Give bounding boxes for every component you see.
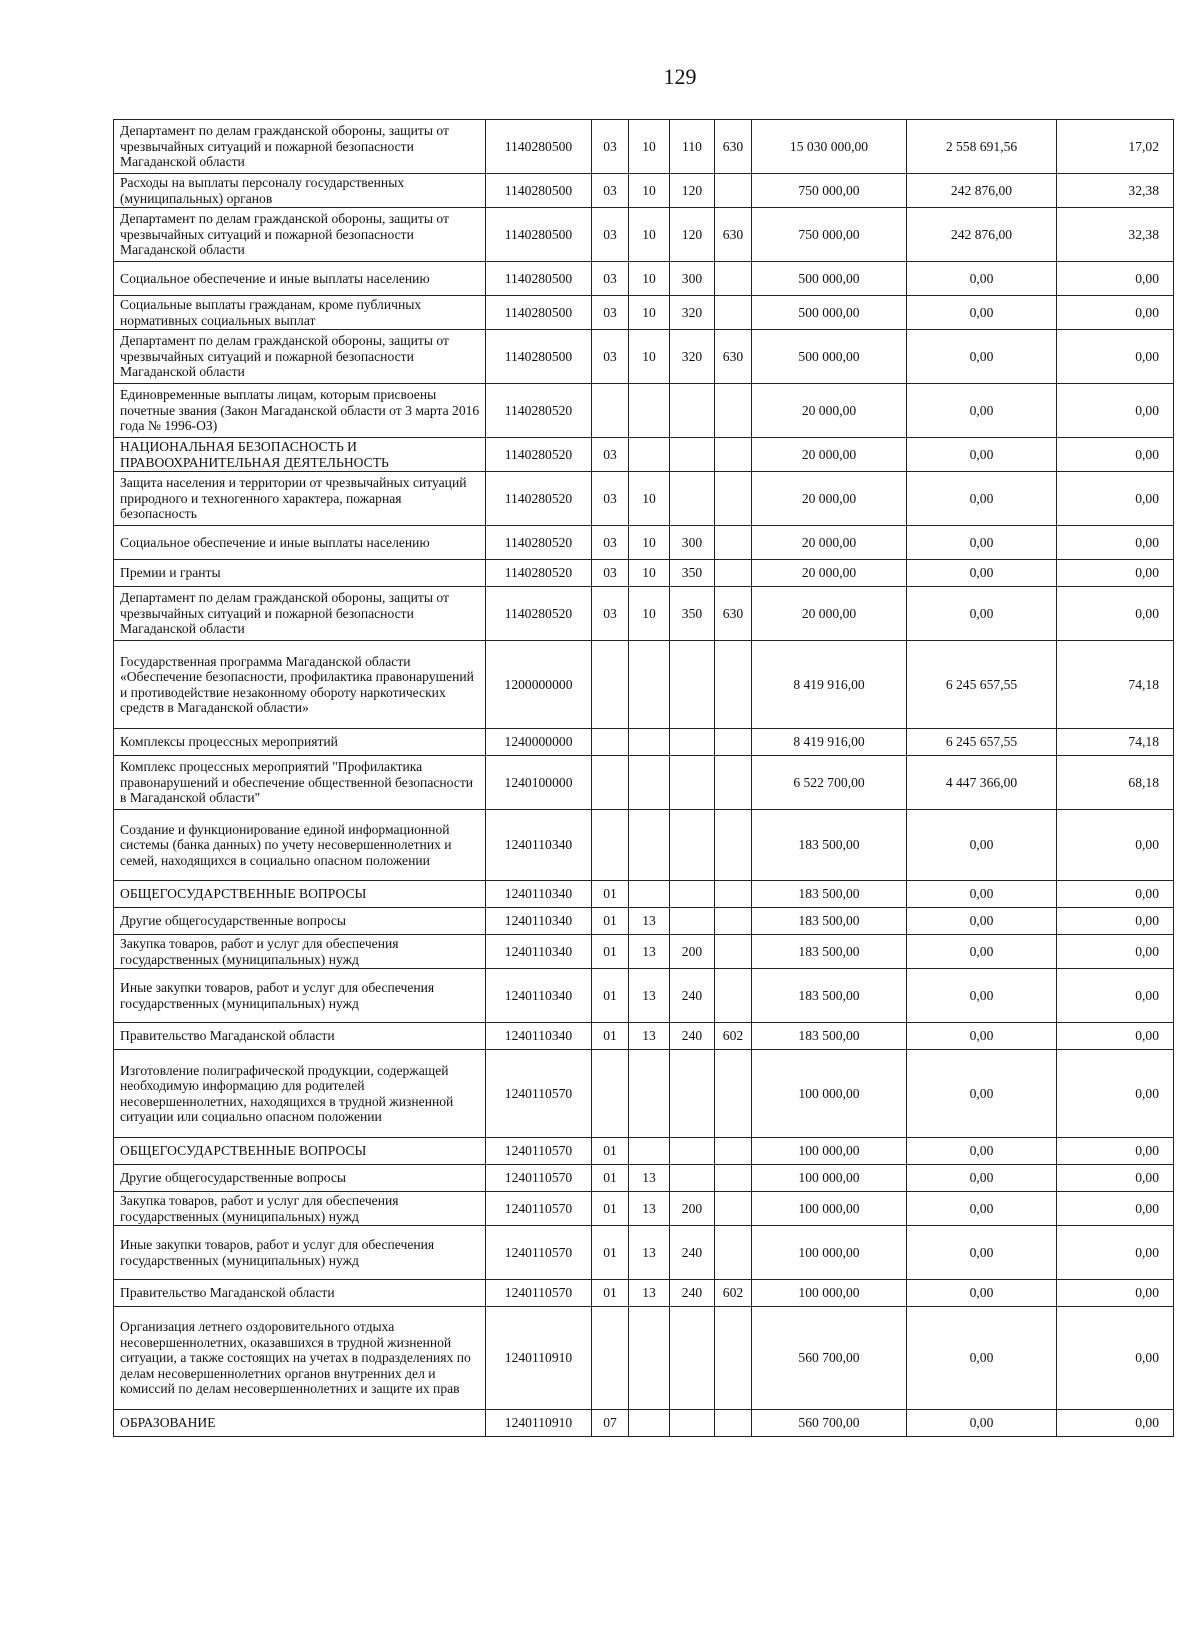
row-target-code: 1240110340 (486, 935, 592, 969)
row-expense-type (670, 810, 715, 881)
row-expense-type: 200 (670, 935, 715, 969)
table-row (114, 969, 1174, 1023)
row-target-code: 1140280500 (486, 262, 592, 296)
row-expense-type (670, 641, 715, 729)
row-subsection (629, 881, 670, 908)
row-administrator (715, 296, 752, 330)
row-subsection (629, 1307, 670, 1410)
row-executed: 0,00 (907, 472, 1057, 526)
row-executed: 0,00 (907, 908, 1057, 935)
row-executed: 4 447 366,00 (907, 756, 1057, 810)
row-planned: 500 000,00 (752, 262, 907, 296)
row-target-code: 1140280500 (486, 296, 592, 330)
row-name: Защита населения и территории от чрезвычайных ситуаций природного и техногенного характера, пожарная безопасность (114, 472, 486, 526)
row-expense-type: 110 (670, 120, 715, 174)
row-name: НАЦИОНАЛЬНАЯ БЕЗОПАСНОСТЬ И ПРАВООХРАНИТЕЛЬНАЯ ДЕЯТЕЛЬНОСТЬ (114, 438, 486, 472)
row-section: 01 (592, 881, 629, 908)
row-percent: 0,00 (1057, 438, 1174, 472)
row-expense-type: 300 (670, 262, 715, 296)
row-section (592, 756, 629, 810)
row-section: 03 (592, 526, 629, 560)
row-planned: 100 000,00 (752, 1138, 907, 1165)
row-subsection: 10 (629, 262, 670, 296)
row-percent: 0,00 (1057, 1410, 1174, 1437)
table-row (114, 438, 1174, 472)
row-percent: 0,00 (1057, 810, 1174, 881)
page-number: 129 (663, 64, 697, 89)
row-expense-type (670, 881, 715, 908)
table-row (114, 641, 1174, 729)
row-target-code: 1140280520 (486, 438, 592, 472)
row-executed: 0,00 (907, 330, 1057, 384)
row-administrator (715, 262, 752, 296)
row-subsection (629, 810, 670, 881)
row-administrator: 630 (715, 120, 752, 174)
row-target-code: 1240110910 (486, 1410, 592, 1437)
row-name: Закупка товаров, работ и услуг для обеспечения государственных (муниципальных) нужд (114, 935, 486, 969)
row-administrator (715, 438, 752, 472)
row-subsection: 13 (629, 908, 670, 935)
row-administrator (715, 810, 752, 881)
row-subsection (629, 1410, 670, 1437)
row-name: Другие общегосударственные вопросы (114, 1165, 486, 1192)
row-subsection: 13 (629, 1192, 670, 1226)
row-expense-type: 350 (670, 560, 715, 587)
budget-table (113, 119, 1174, 1437)
row-section: 01 (592, 1226, 629, 1280)
table-row (114, 174, 1174, 208)
row-expense-type: 320 (670, 330, 715, 384)
row-percent: 0,00 (1057, 969, 1174, 1023)
row-name: Правительство Магаданской области (114, 1023, 486, 1050)
row-percent: 0,00 (1057, 1165, 1174, 1192)
table-row (114, 729, 1174, 756)
row-target-code: 1240100000 (486, 756, 592, 810)
row-subsection: 13 (629, 1226, 670, 1280)
row-name: ОБЩЕГОСУДАРСТВЕННЫЕ ВОПРОСЫ (114, 1138, 486, 1165)
row-percent: 0,00 (1057, 296, 1174, 330)
row-section: 03 (592, 174, 629, 208)
row-planned: 100 000,00 (752, 1226, 907, 1280)
table-row (114, 330, 1174, 384)
row-name: Социальное обеспечение и иные выплаты населению (114, 262, 486, 296)
row-percent: 74,18 (1057, 729, 1174, 756)
row-percent: 68,18 (1057, 756, 1174, 810)
row-percent: 0,00 (1057, 1138, 1174, 1165)
row-subsection: 13 (629, 969, 670, 1023)
row-section (592, 810, 629, 881)
row-administrator (715, 756, 752, 810)
row-percent: 0,00 (1057, 560, 1174, 587)
row-name: Иные закупки товаров, работ и услуг для обеспечения государственных (муниципальных) нужд (114, 1226, 486, 1280)
row-administrator (715, 1138, 752, 1165)
row-expense-type (670, 1138, 715, 1165)
row-planned: 750 000,00 (752, 174, 907, 208)
row-planned: 183 500,00 (752, 810, 907, 881)
row-executed: 0,00 (907, 438, 1057, 472)
row-planned: 183 500,00 (752, 935, 907, 969)
row-expense-type (670, 756, 715, 810)
row-subsection: 10 (629, 208, 670, 262)
table-row (114, 384, 1174, 438)
row-expense-type (670, 384, 715, 438)
row-executed: 0,00 (907, 1410, 1057, 1437)
row-name: Расходы на выплаты персоналу государственных (муниципальных) органов (114, 174, 486, 208)
row-executed: 0,00 (907, 262, 1057, 296)
row-planned: 183 500,00 (752, 1023, 907, 1050)
row-administrator (715, 472, 752, 526)
row-name: Департамент по делам гражданской обороны, защиты от чрезвычайных ситуаций и пожарной безопасности Магаданской области (114, 208, 486, 262)
row-percent: 0,00 (1057, 1023, 1174, 1050)
row-planned: 15 030 000,00 (752, 120, 907, 174)
row-administrator (715, 641, 752, 729)
row-target-code: 1140280500 (486, 174, 592, 208)
row-target-code: 1140280520 (486, 384, 592, 438)
row-subsection (629, 1050, 670, 1138)
row-expense-type (670, 729, 715, 756)
table-row (114, 1226, 1174, 1280)
row-executed: 0,00 (907, 969, 1057, 1023)
row-name: ОБЩЕГОСУДАРСТВЕННЫЕ ВОПРОСЫ (114, 881, 486, 908)
row-planned: 20 000,00 (752, 560, 907, 587)
row-expense-type: 300 (670, 526, 715, 560)
row-executed: 2 558 691,56 (907, 120, 1057, 174)
row-planned: 750 000,00 (752, 208, 907, 262)
row-section (592, 641, 629, 729)
row-target-code: 1140280520 (486, 526, 592, 560)
row-name: Социальные выплаты гражданам, кроме публичных нормативных социальных выплат (114, 296, 486, 330)
row-subsection (629, 729, 670, 756)
table-row (114, 1192, 1174, 1226)
row-percent: 0,00 (1057, 1050, 1174, 1138)
table-row (114, 935, 1174, 969)
row-expense-type: 120 (670, 174, 715, 208)
row-section: 01 (592, 908, 629, 935)
row-expense-type (670, 472, 715, 526)
row-planned: 6 522 700,00 (752, 756, 907, 810)
row-subsection: 10 (629, 587, 670, 641)
row-section: 01 (592, 1138, 629, 1165)
row-section: 03 (592, 120, 629, 174)
row-target-code: 1140280520 (486, 587, 592, 641)
row-expense-type: 320 (670, 296, 715, 330)
table-row (114, 810, 1174, 881)
row-name: Департамент по делам гражданской обороны, защиты от чрезвычайных ситуаций и пожарной безопасности Магаданской области (114, 120, 486, 174)
row-expense-type (670, 1307, 715, 1410)
table-row (114, 908, 1174, 935)
row-expense-type: 240 (670, 1280, 715, 1307)
row-executed: 0,00 (907, 384, 1057, 438)
row-subsection: 10 (629, 560, 670, 587)
row-executed: 0,00 (907, 810, 1057, 881)
row-executed: 0,00 (907, 587, 1057, 641)
row-percent: 0,00 (1057, 1226, 1174, 1280)
row-executed: 242 876,00 (907, 174, 1057, 208)
row-executed: 0,00 (907, 1050, 1057, 1138)
table-row (114, 262, 1174, 296)
row-planned: 100 000,00 (752, 1050, 907, 1138)
row-planned: 560 700,00 (752, 1410, 907, 1437)
row-percent: 0,00 (1057, 384, 1174, 438)
row-administrator: 630 (715, 330, 752, 384)
row-subsection (629, 438, 670, 472)
row-administrator (715, 1226, 752, 1280)
row-administrator: 630 (715, 587, 752, 641)
row-percent: 0,00 (1057, 935, 1174, 969)
row-section: 01 (592, 969, 629, 1023)
row-expense-type (670, 1410, 715, 1437)
row-expense-type: 240 (670, 969, 715, 1023)
row-planned: 20 000,00 (752, 438, 907, 472)
row-subsection: 13 (629, 1165, 670, 1192)
row-executed: 0,00 (907, 1226, 1057, 1280)
row-name: Комплекс процессных мероприятий "Профилактика правонарушений и обеспечение общественной безопасности в Магаданской области" (114, 756, 486, 810)
row-section: 03 (592, 560, 629, 587)
row-administrator (715, 729, 752, 756)
row-executed: 0,00 (907, 296, 1057, 330)
row-target-code: 1240110340 (486, 1023, 592, 1050)
row-administrator (715, 1410, 752, 1437)
row-target-code: 1240110910 (486, 1307, 592, 1410)
row-administrator (715, 1192, 752, 1226)
row-planned: 8 419 916,00 (752, 729, 907, 756)
row-percent: 0,00 (1057, 908, 1174, 935)
row-executed: 0,00 (907, 560, 1057, 587)
row-executed: 0,00 (907, 1138, 1057, 1165)
row-executed: 0,00 (907, 1280, 1057, 1307)
row-executed: 0,00 (907, 881, 1057, 908)
row-planned: 183 500,00 (752, 881, 907, 908)
row-expense-type (670, 1050, 715, 1138)
row-target-code: 1140280500 (486, 330, 592, 384)
table-row (114, 526, 1174, 560)
table-row (114, 1050, 1174, 1138)
row-section (592, 729, 629, 756)
row-section: 01 (592, 1192, 629, 1226)
row-percent: 0,00 (1057, 472, 1174, 526)
row-name: Департамент по делам гражданской обороны, защиты от чрезвычайных ситуаций и пожарной безопасности Магаданской области (114, 587, 486, 641)
row-target-code: 1140280500 (486, 120, 592, 174)
row-executed: 6 245 657,55 (907, 641, 1057, 729)
row-name: Департамент по делам гражданской обороны, защиты от чрезвычайных ситуаций и пожарной безопасности Магаданской области (114, 330, 486, 384)
row-planned: 20 000,00 (752, 472, 907, 526)
row-target-code: 1240110340 (486, 881, 592, 908)
row-administrator (715, 384, 752, 438)
row-subsection: 10 (629, 330, 670, 384)
row-subsection: 10 (629, 174, 670, 208)
table-row (114, 587, 1174, 641)
row-target-code: 1240000000 (486, 729, 592, 756)
row-expense-type: 240 (670, 1226, 715, 1280)
row-section: 01 (592, 1165, 629, 1192)
row-subsection: 10 (629, 120, 670, 174)
row-section: 03 (592, 438, 629, 472)
row-subsection: 10 (629, 472, 670, 526)
row-expense-type (670, 1165, 715, 1192)
row-executed: 0,00 (907, 1307, 1057, 1410)
row-section: 03 (592, 262, 629, 296)
row-expense-type (670, 438, 715, 472)
row-target-code: 1240110570 (486, 1050, 592, 1138)
row-name: Другие общегосударственные вопросы (114, 908, 486, 935)
row-expense-type: 120 (670, 208, 715, 262)
row-target-code: 1140280520 (486, 560, 592, 587)
row-name: ОБРАЗОВАНИЕ (114, 1410, 486, 1437)
row-administrator (715, 935, 752, 969)
table-row (114, 208, 1174, 262)
table-row (114, 1410, 1174, 1437)
row-target-code: 1240110340 (486, 908, 592, 935)
row-target-code: 1240110570 (486, 1138, 592, 1165)
row-percent: 0,00 (1057, 1280, 1174, 1307)
row-executed: 0,00 (907, 526, 1057, 560)
row-percent: 0,00 (1057, 1192, 1174, 1226)
row-planned: 183 500,00 (752, 969, 907, 1023)
row-name: Правительство Магаданской области (114, 1280, 486, 1307)
row-subsection (629, 641, 670, 729)
row-target-code: 1240110340 (486, 969, 592, 1023)
row-percent: 32,38 (1057, 208, 1174, 262)
table-body (114, 120, 1174, 1437)
row-administrator: 602 (715, 1023, 752, 1050)
table-row (114, 1138, 1174, 1165)
table-row (114, 472, 1174, 526)
row-expense-type (670, 908, 715, 935)
row-name: Иные закупки товаров, работ и услуг для обеспечения государственных (муниципальных) нужд (114, 969, 486, 1023)
row-administrator (715, 174, 752, 208)
row-target-code: 1140280520 (486, 472, 592, 526)
row-percent: 74,18 (1057, 641, 1174, 729)
row-expense-type: 200 (670, 1192, 715, 1226)
row-expense-type: 350 (670, 587, 715, 641)
row-planned: 500 000,00 (752, 296, 907, 330)
row-planned: 100 000,00 (752, 1280, 907, 1307)
row-section: 03 (592, 208, 629, 262)
row-name: Организация летнего оздоровительного отдыха несовершеннолетних, оказавшихся в трудной жизненной ситуации, а также состоящих на учетах в подразделениях по делам несовершеннолетних органов внутренних дел и комиссий по делам несовершеннолетних и защите их прав (114, 1307, 486, 1410)
row-name: Закупка товаров, работ и услуг для обеспечения государственных (муниципальных) нужд (114, 1192, 486, 1226)
row-name: Единовременные выплаты лицам, которым присвоены почетные звания (Закон Магаданской области от 3 марта 2016 года № 1996-ОЗ) (114, 384, 486, 438)
row-name: Комплексы процессных мероприятий (114, 729, 486, 756)
row-target-code: 1240110570 (486, 1165, 592, 1192)
row-target-code: 1140280500 (486, 208, 592, 262)
row-section: 03 (592, 587, 629, 641)
row-executed: 242 876,00 (907, 208, 1057, 262)
row-planned: 20 000,00 (752, 384, 907, 438)
row-percent: 32,38 (1057, 174, 1174, 208)
row-name: Премии и гранты (114, 560, 486, 587)
row-planned: 560 700,00 (752, 1307, 907, 1410)
row-administrator: 630 (715, 208, 752, 262)
row-section (592, 384, 629, 438)
row-target-code: 1240110570 (486, 1226, 592, 1280)
row-subsection (629, 1138, 670, 1165)
row-subsection (629, 384, 670, 438)
row-executed: 0,00 (907, 1165, 1057, 1192)
row-percent: 0,00 (1057, 1307, 1174, 1410)
row-percent: 0,00 (1057, 330, 1174, 384)
row-administrator (715, 1307, 752, 1410)
row-percent: 0,00 (1057, 881, 1174, 908)
row-subsection: 10 (629, 526, 670, 560)
row-percent: 0,00 (1057, 526, 1174, 560)
row-subsection: 10 (629, 296, 670, 330)
row-administrator (715, 526, 752, 560)
row-name: Государственная программа Магаданской области «Обеспечение безопасности, профилактика правонарушений и противодействие незаконному обороту наркотических средств в Магаданской области» (114, 641, 486, 729)
row-executed: 0,00 (907, 1192, 1057, 1226)
row-name: Изготовление полиграфической продукции, содержащей необходимую информацию для родителей несовершеннолетних, находящихся в трудной жизненной ситуации или социально опасном положении (114, 1050, 486, 1138)
table-row (114, 1280, 1174, 1307)
row-name: Создание и функционирование единой информационной системы (банка данных) по учету несовершеннолетних и семей, находящихся в социально опасном положении (114, 810, 486, 881)
row-executed: 6 245 657,55 (907, 729, 1057, 756)
table-row (114, 756, 1174, 810)
row-planned: 183 500,00 (752, 908, 907, 935)
row-section: 07 (592, 1410, 629, 1437)
row-planned: 100 000,00 (752, 1192, 907, 1226)
row-subsection (629, 756, 670, 810)
row-target-code: 1200000000 (486, 641, 592, 729)
row-planned: 500 000,00 (752, 330, 907, 384)
table-row (114, 120, 1174, 174)
row-section: 03 (592, 472, 629, 526)
row-expense-type: 240 (670, 1023, 715, 1050)
row-executed: 0,00 (907, 935, 1057, 969)
table-row (114, 1023, 1174, 1050)
row-planned: 8 419 916,00 (752, 641, 907, 729)
row-percent: 0,00 (1057, 587, 1174, 641)
row-section: 01 (592, 935, 629, 969)
row-section (592, 1050, 629, 1138)
row-executed: 0,00 (907, 1023, 1057, 1050)
row-target-code: 1240110340 (486, 810, 592, 881)
row-administrator (715, 560, 752, 587)
row-administrator (715, 881, 752, 908)
row-section: 03 (592, 296, 629, 330)
row-target-code: 1240110570 (486, 1280, 592, 1307)
row-administrator: 602 (715, 1280, 752, 1307)
table-row (114, 296, 1174, 330)
row-subsection: 13 (629, 1023, 670, 1050)
row-section: 01 (592, 1280, 629, 1307)
row-section (592, 1307, 629, 1410)
row-section: 01 (592, 1023, 629, 1050)
row-planned: 20 000,00 (752, 587, 907, 641)
row-percent: 0,00 (1057, 262, 1174, 296)
table-row (114, 881, 1174, 908)
row-target-code: 1240110570 (486, 1192, 592, 1226)
table-row (114, 1165, 1174, 1192)
row-administrator (715, 1165, 752, 1192)
row-planned: 20 000,00 (752, 526, 907, 560)
row-administrator (715, 1050, 752, 1138)
row-planned: 100 000,00 (752, 1165, 907, 1192)
row-administrator (715, 908, 752, 935)
row-section: 03 (592, 330, 629, 384)
row-name: Социальное обеспечение и иные выплаты населению (114, 526, 486, 560)
row-administrator (715, 969, 752, 1023)
table-row (114, 560, 1174, 587)
row-percent: 17,02 (1057, 120, 1174, 174)
row-subsection: 13 (629, 1280, 670, 1307)
table-row (114, 1307, 1174, 1410)
row-subsection: 13 (629, 935, 670, 969)
